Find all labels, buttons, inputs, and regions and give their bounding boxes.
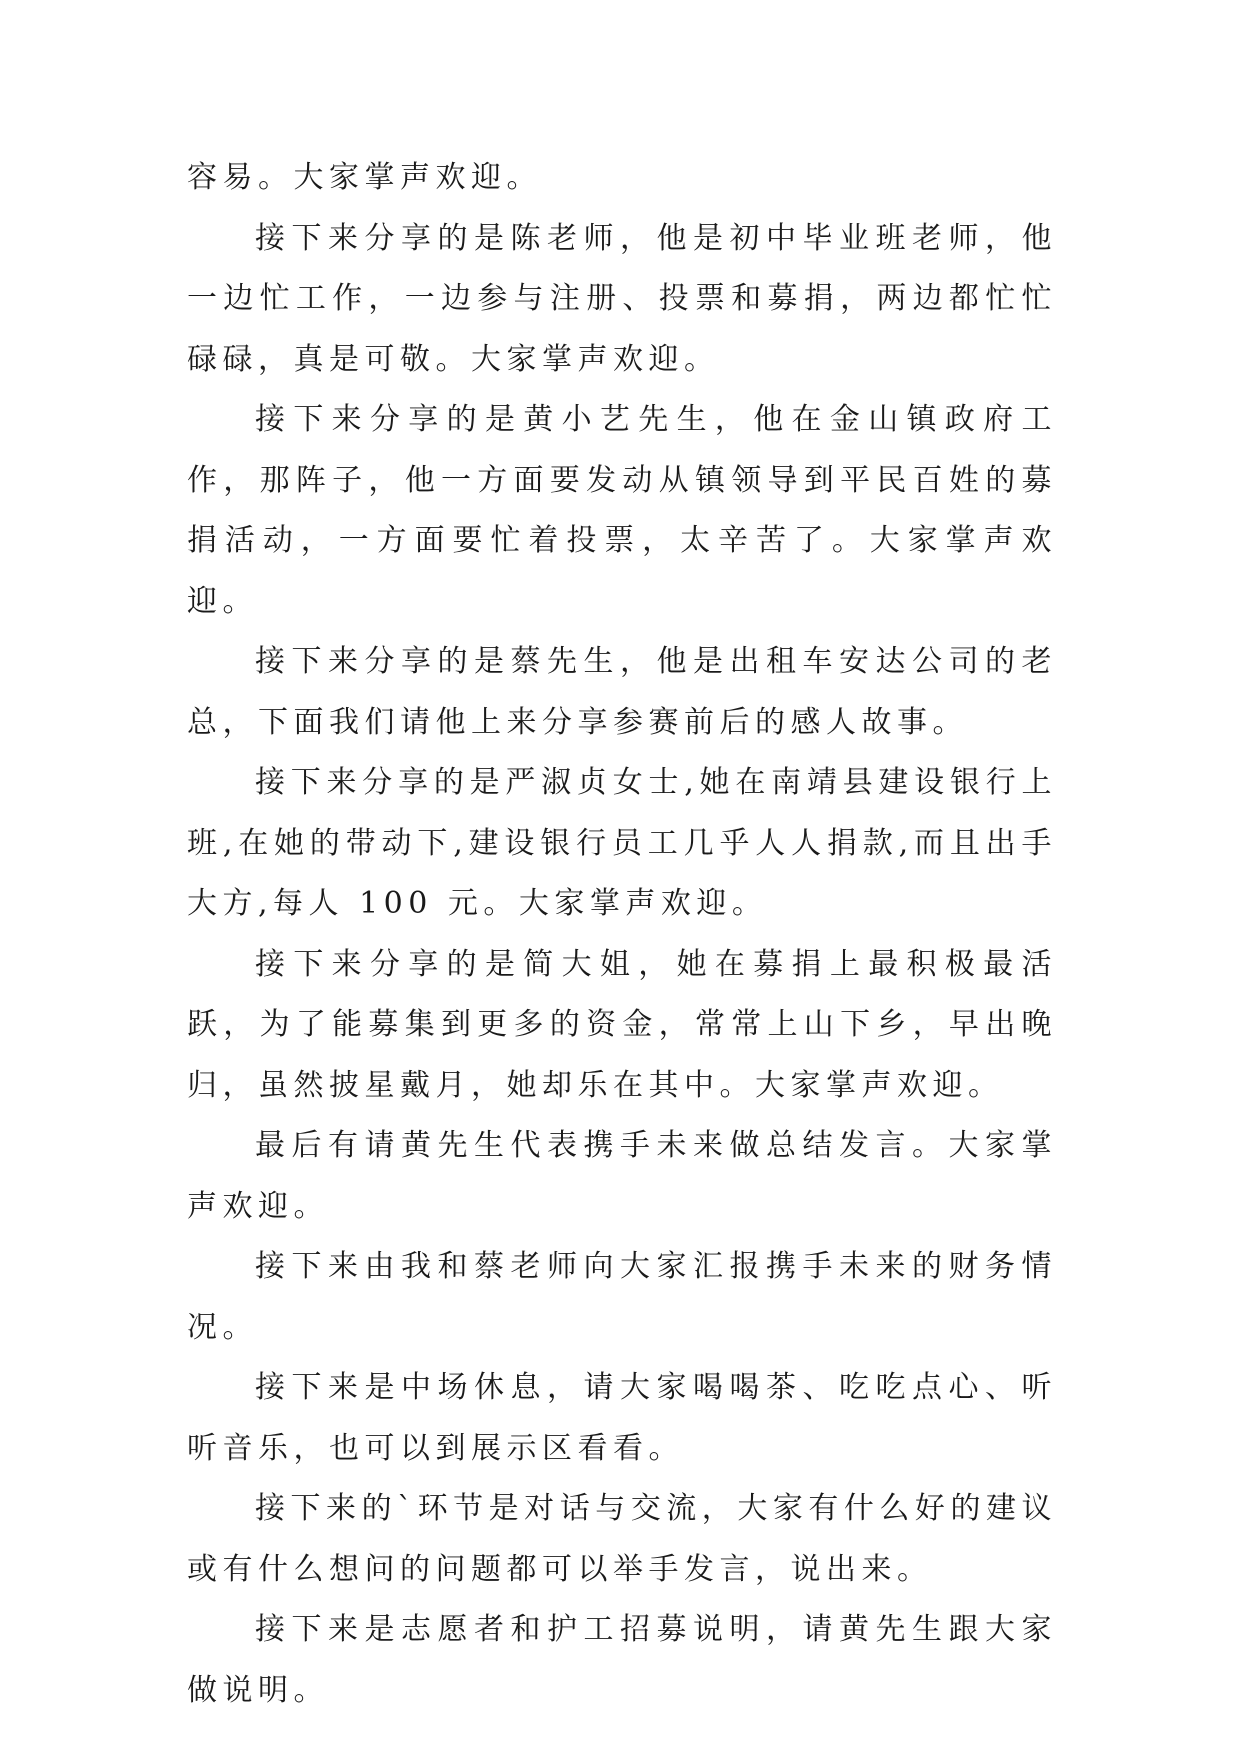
paragraph-teacher-chen: 接下来分享的是陈老师，他是初中毕业班老师，他一边忙工作，一边参与注册、投票和募捐，两边都忙忙碌碌，真是可敬。大家掌声欢迎。: [187, 220, 1057, 377]
paragraph-volunteer-recruitment: 接下来是志愿者和护工招募说明，请黄先生跟大家做说明。: [187, 1612, 1057, 1708]
paragraph-financial-report: 接下来由我和蔡老师向大家汇报携手未来的财务情况。: [187, 1249, 1057, 1345]
document-body: [187, 148, 1057, 1721]
paragraph-intermission: 接下来是中场休息，请大家喝喝茶、吃吃点心、听听音乐，也可以到展示区看看。: [187, 1370, 1057, 1466]
paragraph-closing-speech: 最后有请黄先生代表携手未来做总结发言。大家掌声欢迎。: [187, 1128, 1057, 1224]
paragraph-dialogue: 接下来的`环节是对话与交流，大家有什么好的建议或有什么想问的问题都可以举手发言，说出来。: [187, 1491, 1057, 1587]
paragraph-sister-jian: 接下来分享的是简大姐，她在募捐上最积极最活跃，为了能募集到更多的资金，常常上山下乡，早出晚归，虽然披星戴月，她却乐在其中。大家掌声欢迎。: [187, 946, 1057, 1103]
paragraph-continuation: 容易。大家掌声欢迎。: [187, 160, 542, 195]
paragraph-mr-cai: 接下来分享的是蔡先生，他是出租车安达公司的老总，下面我们请他上来分享参赛前后的感人故事。: [187, 644, 1057, 740]
paragraph-mr-huang-xiaoyi: 接下来分享的是黄小艺先生，他在金山镇政府工作，那阵子，他一方面要发动从镇领导到平民百姓的募捐活动，一方面要忙着投票，太辛苦了。大家掌声欢迎。: [187, 402, 1057, 619]
paragraph-ms-yan: 接下来分享的是严淑贞女士,她在南靖县建设银行上班,在她的带动下,建设银行员工几乎人人捐款,而且出手大方,每人 100 元。大家掌声欢迎。: [187, 765, 1057, 921]
